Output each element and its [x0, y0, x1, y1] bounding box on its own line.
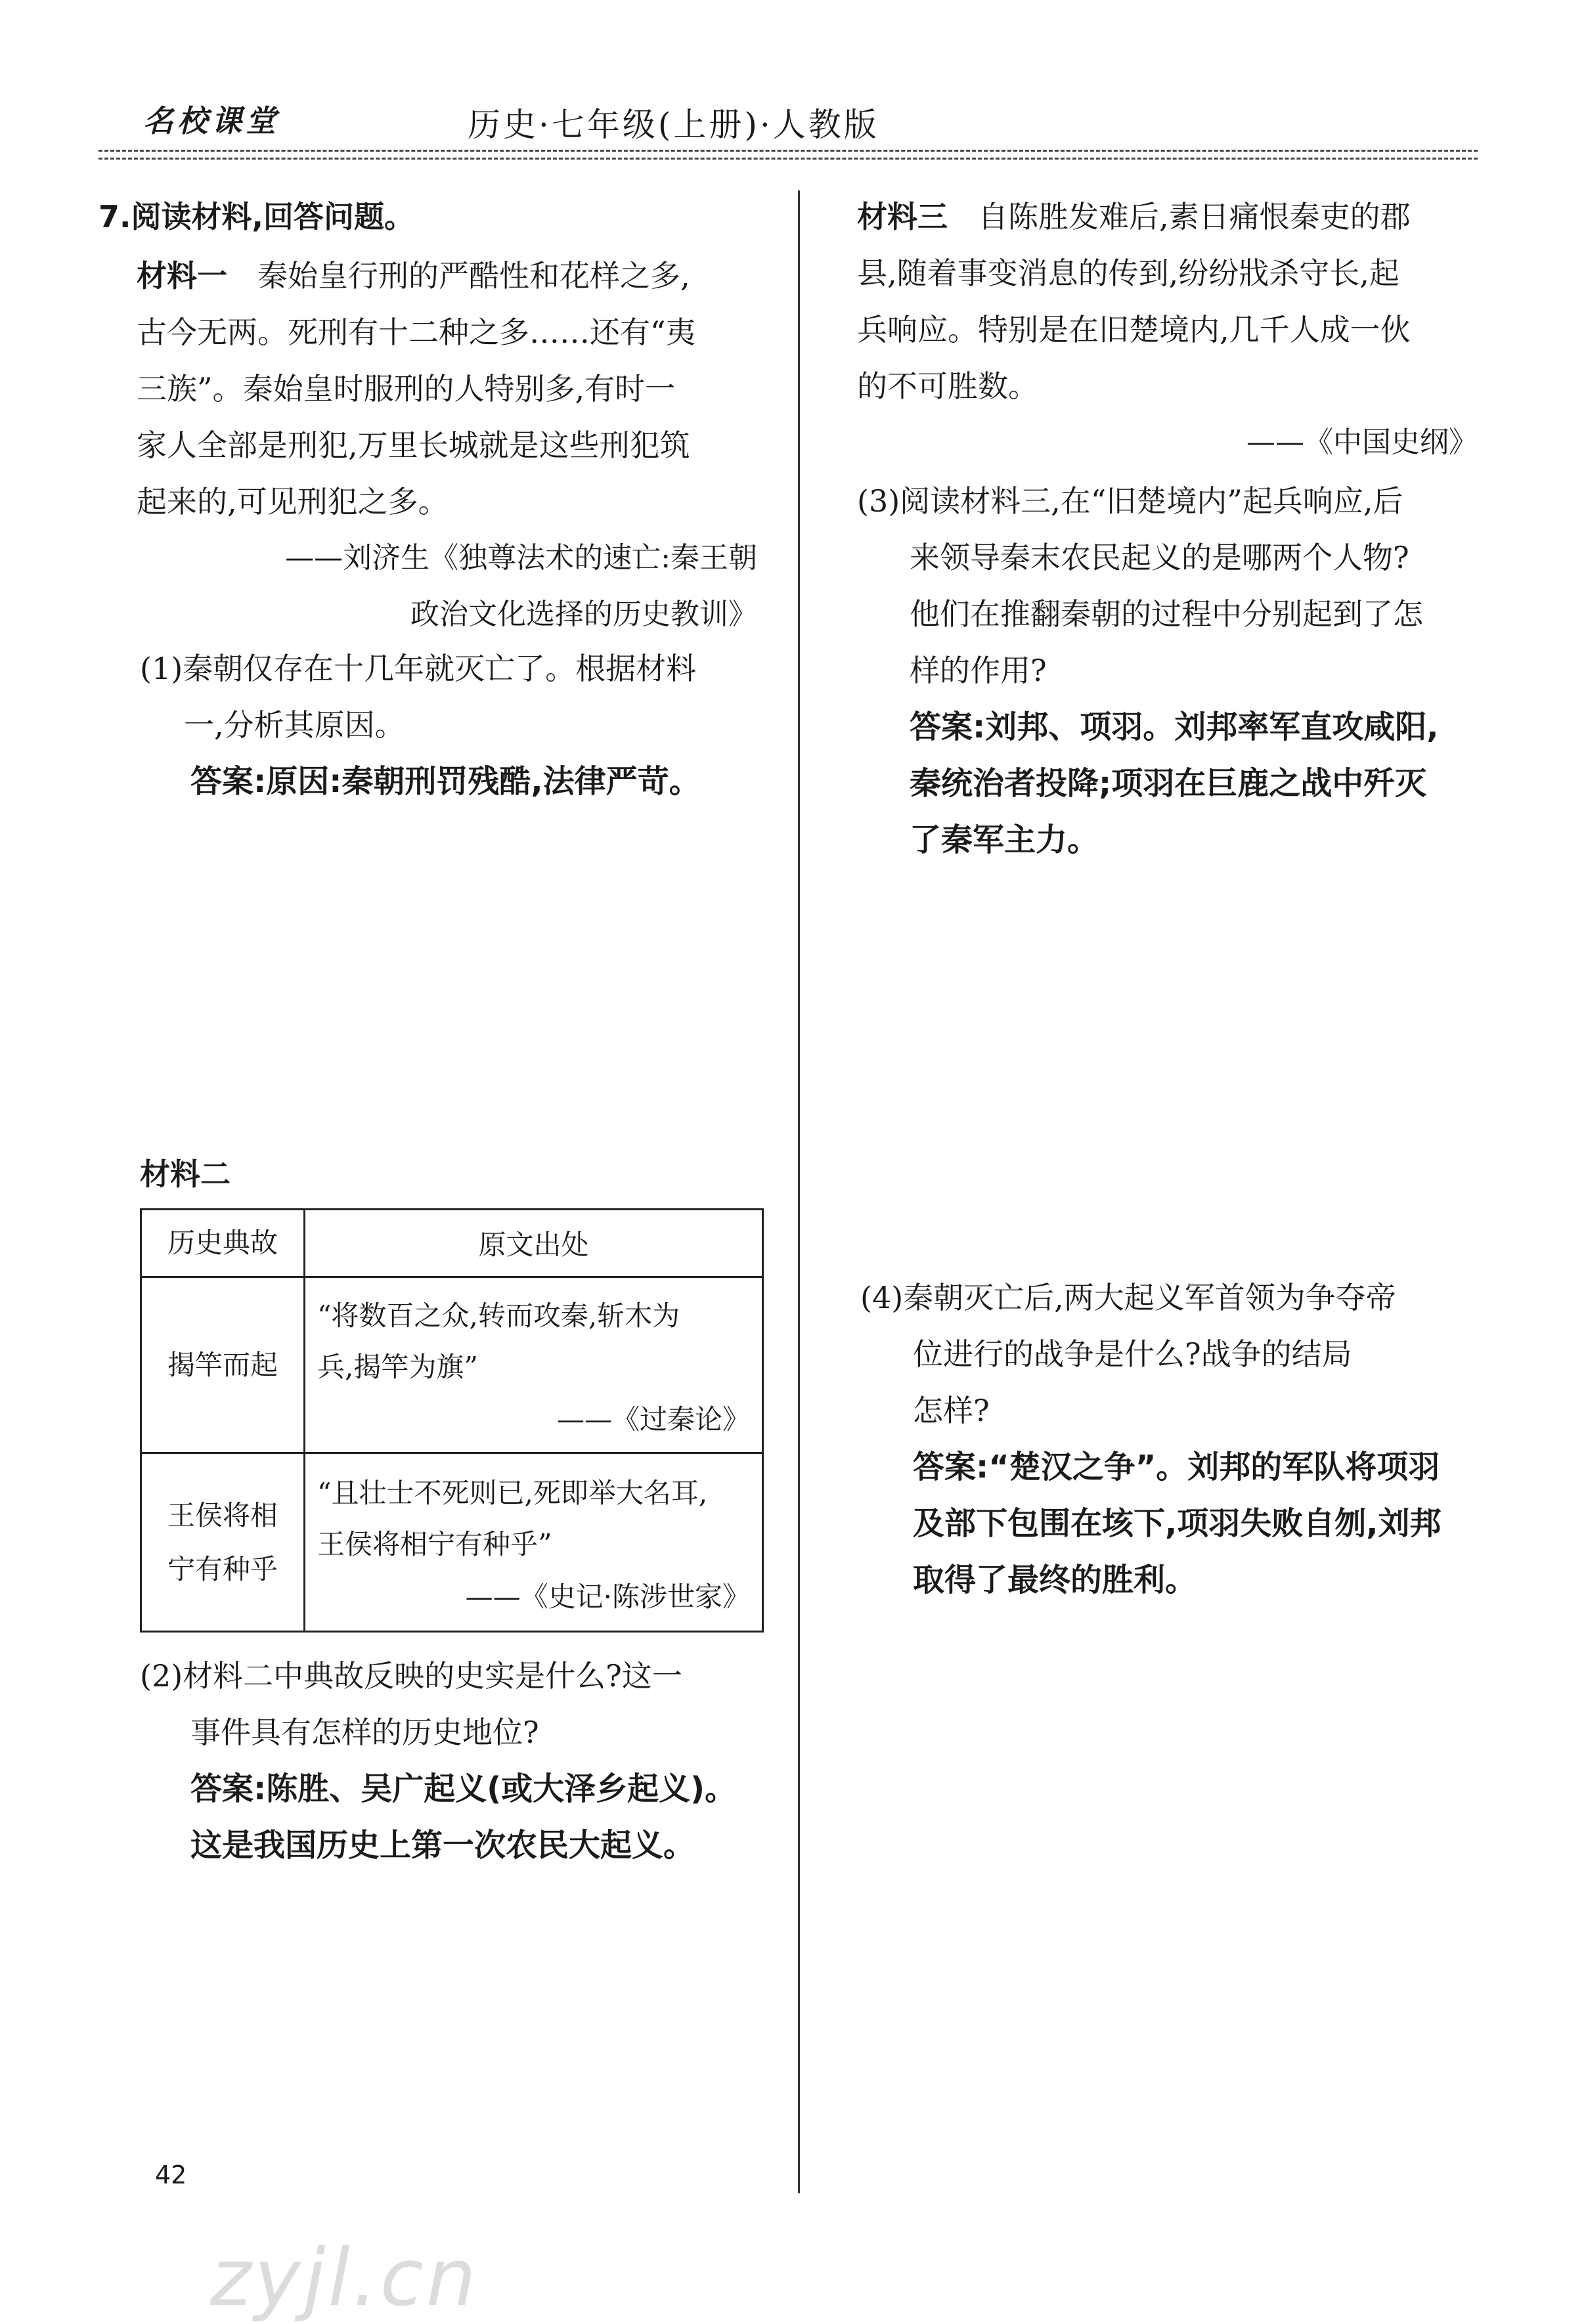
- material-three-line: 的不可胜数。: [857, 368, 1038, 404]
- material-two-label: 材料二: [140, 1156, 231, 1192]
- question-1-answer: 答案:原因:秦朝刑罚残酷,法律严苛。: [190, 763, 701, 800]
- question-4-answer: 及部下包围在垓下,项羽失败自刎,刘邦: [913, 1505, 1442, 1542]
- question-2-answer: 答案:陈胜、吴广起义(或大泽乡起义)。: [190, 1770, 737, 1807]
- question-3-prompt: 来领导秦末农民起义的是哪两个人物?: [910, 540, 1409, 575]
- quote-source: ——《过秦论》: [556, 1403, 750, 1436]
- question-3-answer: 了秦军主力。: [910, 822, 1099, 858]
- table-header: 历史典故: [141, 1210, 305, 1277]
- header-divider: [99, 150, 1478, 152]
- material-three-line: 自陈胜发难后,素日痛恨秦吏的郡: [978, 199, 1411, 234]
- table-cell-source: [305, 1277, 763, 1453]
- material-three-source: ——《中国史纲》: [1246, 426, 1478, 459]
- question-4-answer: 取得了最终的胜利。: [913, 1562, 1197, 1598]
- question-3-answer: 秦统治者投降;项羽在巨鹿之战中歼灭: [910, 765, 1427, 802]
- question-3-answer: 答案:刘邦、项羽。刘邦率军直攻咸阳,: [910, 709, 1439, 745]
- question-1-prompt: 一,分析其原因。: [184, 707, 405, 743]
- material-one-line: 秦始皇行刑的严酷性和花样之多,: [257, 258, 690, 294]
- material-one-source: ——刘济生《独尊法术的速亡:秦王朝: [285, 541, 757, 575]
- header-title: 历史·七年级(上册)·人教版: [468, 106, 879, 144]
- question-2-prompt: 事件具有怎样的历史地位?: [190, 1715, 539, 1750]
- allusion-line: 王侯将相: [167, 1499, 278, 1531]
- material-three-label: 材料三: [857, 199, 948, 234]
- question-2-answer: 这是我国历史上第一次农民大起义。: [190, 1827, 695, 1864]
- table-cell-source: [305, 1453, 763, 1632]
- header-divider-secondary: [99, 158, 1478, 160]
- question-4-prompt: (4)秦朝灭亡后,两大起义军首领为争夺帝: [860, 1280, 1396, 1315]
- material-three-line: 兵响应。特别是在旧楚境内,几千人成一伙: [857, 312, 1411, 347]
- material-two-table: [140, 1208, 764, 1633]
- question-title: 7.阅读材料,回答问题。: [99, 199, 414, 234]
- table-row: [141, 1277, 763, 1453]
- material-one-label: 材料一: [137, 258, 227, 294]
- quote-line: 王侯将相宁有种乎”: [317, 1527, 552, 1560]
- table-cell-allusion: [141, 1453, 305, 1632]
- question-4-prompt: 位进行的战争是什么?战争的结局: [913, 1336, 1352, 1372]
- table-header: 原文出处: [305, 1210, 763, 1277]
- quote-source: ——《史记·陈涉世家》: [465, 1580, 750, 1613]
- table-cell-allusion: 揭竿而起: [141, 1277, 305, 1453]
- material-one-source: 政治文化选择的历史教训》: [410, 598, 757, 631]
- table-header-row: [141, 1210, 763, 1277]
- column-divider: [798, 190, 800, 2193]
- quote-line: “且壮士不死则已,死即举大名耳,: [317, 1476, 708, 1509]
- material-one-line: 三族”。秦始皇时服刑的人特别多,有时一: [137, 371, 676, 406]
- allusion-line: 宁有种乎: [167, 1552, 278, 1585]
- material-three-line: 县,随着事变消息的传到,纷纷戕杀守长,起: [857, 255, 1399, 291]
- question-4-prompt: 怎样?: [913, 1393, 990, 1428]
- question-3-prompt: 他们在推翻秦朝的过程中分别起到了怎: [910, 596, 1423, 632]
- watermark: zyjl.cn: [210, 2233, 479, 2324]
- question-2-prompt: (2)材料二中典故反映的史实是什么?这一: [140, 1658, 682, 1694]
- question-3-prompt: 样的作用?: [910, 653, 1047, 688]
- page-number: 42: [155, 2160, 187, 2189]
- header-brand: 名校课堂: [143, 103, 280, 139]
- table-row: [141, 1453, 763, 1632]
- question-3-prompt: (3)阅读材料三,在“旧楚境内”起兵响应,后: [857, 483, 1403, 519]
- material-one-line: 古今无两。死刑有十二种之多……还有“夷: [137, 315, 696, 350]
- question-4-answer: 答案:“楚汉之争”。刘邦的军队将项羽: [913, 1449, 1440, 1485]
- question-1-prompt: (1)秦朝仅存在十几年就灭亡了。根据材料: [140, 651, 697, 686]
- quote-line: 兵,揭竿为旗”: [317, 1350, 478, 1383]
- material-one-line: 起来的,可见刑犯之多。: [137, 484, 449, 519]
- quote-line: “将数百之众,转而攻秦,斩木为: [317, 1299, 680, 1332]
- material-one-line: 家人全部是刑犯,万里长城就是这些刑犯筑: [137, 428, 690, 463]
